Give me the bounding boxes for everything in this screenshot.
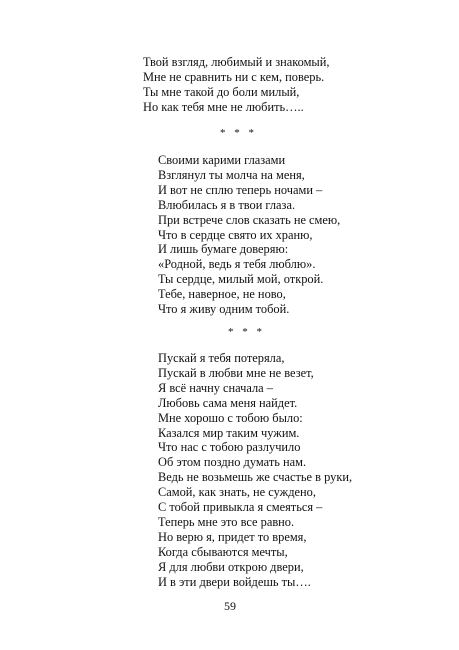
poem-line: Тебе, наверное, не ново, [158, 287, 286, 302]
poem-line: При встрече слов сказать не смею, [158, 212, 341, 227]
poem-line: Но как тебя мне не любить….. [143, 99, 304, 114]
poem-line: Мне не сравнить ни с кем, поверь. [143, 69, 325, 84]
poem-line: Ведь не возьмешь же счастье в руки, [158, 470, 353, 485]
poem-stanza-3 [158, 351, 352, 590]
poem-line: Когда сбываются мечты, [158, 544, 288, 559]
poem-line: Взглянул ты молча на меня, [158, 167, 305, 182]
poem-line: С тобой привыкла я смеяться – [158, 500, 323, 515]
poem-stanza-2 [158, 153, 340, 317]
poem-line: Что в сердце свято их храню, [158, 227, 313, 242]
poem-line: Мне хорошо с тобою было: [158, 410, 303, 425]
poem-line: Я всё начну сначала – [158, 380, 273, 395]
poem-line: Любовь сама меня найдет. [158, 395, 298, 410]
poem-line: Влюбилась я в твои глаза. [158, 197, 296, 212]
poem-line: Пускай в любви мне не везет, [158, 365, 314, 380]
poem-line: «Родной, ведь я тебя люблю». [158, 257, 316, 272]
poem-line: Казался мир таким чужим. [158, 425, 300, 440]
poem-line: Что нас с тобою разлучило [158, 440, 301, 455]
poem-line: Твой взгляд, любимый и знакомый, [143, 55, 330, 69]
poem-line: Об этом поздно думать нам. [158, 455, 307, 470]
poem-line: И лишь бумаге доверяю: [158, 242, 289, 257]
poem-line: Теперь мне это все равно. [158, 514, 295, 529]
page-number: 59 [224, 599, 236, 613]
poem-line: Я для любви открою двери, [158, 559, 304, 574]
poem-line: Что я живу одним тобой. [158, 302, 290, 317]
stanza-separator: * * * [220, 127, 257, 139]
poem-line: Ты мне такой до боли милый, [143, 84, 300, 99]
poem-line: И в эти двери войдешь ты…. [158, 574, 311, 589]
poem-stanza-1 [143, 55, 330, 115]
poem-line: Своими карими глазами [158, 153, 286, 167]
stanza-separator: * * * [228, 326, 265, 338]
poem-line: Но верю я, придет то время, [158, 529, 307, 544]
poem-line: Самой, как знать, не суждено, [158, 485, 316, 500]
poem-line: Ты сердце, милый мой, открой. [158, 272, 324, 287]
poem-line: И вот не сплю теперь ночами – [158, 182, 323, 197]
poem-line: Пускай я тебя потеряла, [158, 351, 285, 365]
